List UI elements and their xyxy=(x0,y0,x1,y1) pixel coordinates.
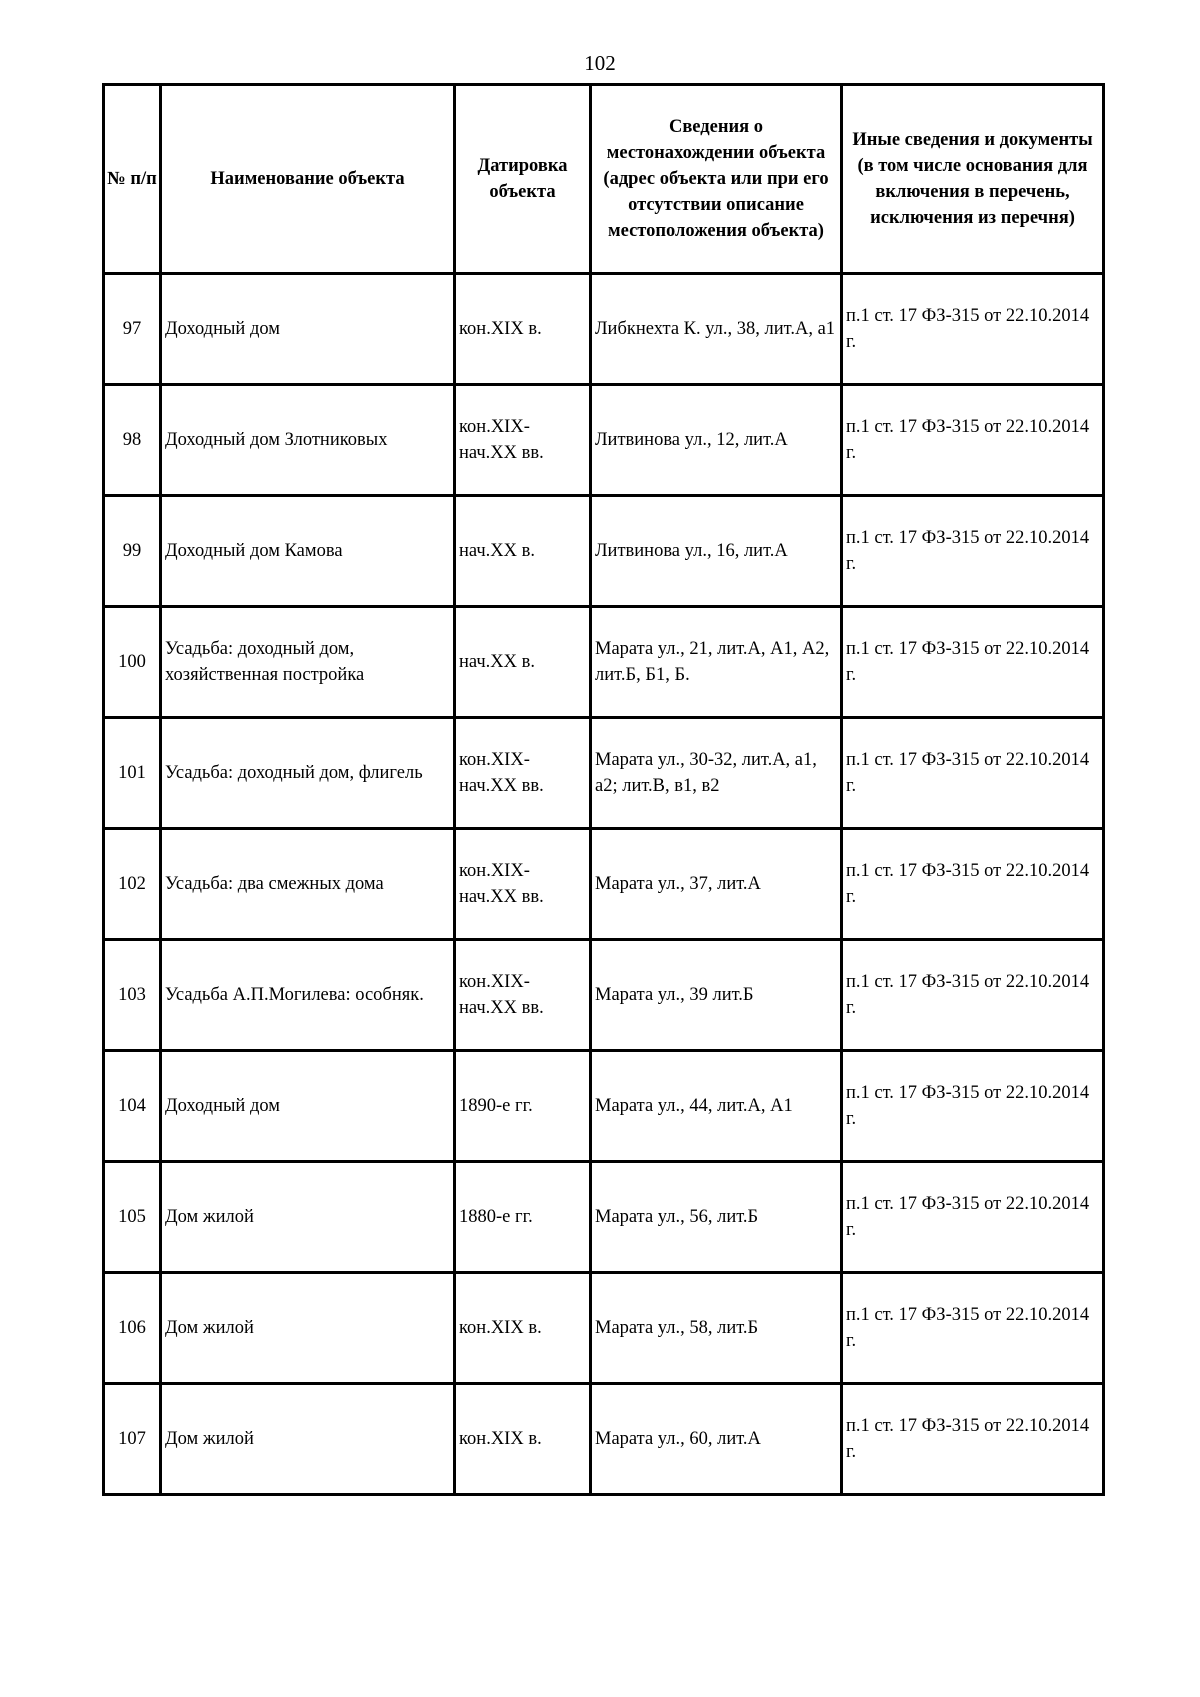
header-row xyxy=(104,85,1104,274)
cell-name: Усадьба: два смежных дома xyxy=(161,829,455,940)
cell-name: Усадьба: доходный дом, хозяйственная постройка xyxy=(161,607,455,718)
cell-address: Марата ул., 30-32, лит.А, а1, а2; лит.В, в1, в2 xyxy=(591,718,842,829)
cell-date: нач.XX в. xyxy=(455,496,591,607)
cell-address: Марата ул., 21, лит.А, А1, А2, лит.Б, Б1, Б. xyxy=(591,607,842,718)
cell-date: кон.XIX-нач.XX вв. xyxy=(455,940,591,1051)
cell-docs: п.1 ст. 17 ФЗ-315 от 22.10.2014 г. xyxy=(842,718,1104,829)
cell-num: 100 xyxy=(104,607,161,718)
cell-name: Дом жилой xyxy=(161,1273,455,1384)
cell-date: кон.XIX в. xyxy=(455,1273,591,1384)
table-row xyxy=(104,1384,1104,1495)
cell-num: 107 xyxy=(104,1384,161,1495)
cell-docs: п.1 ст. 17 ФЗ-315 от 22.10.2014 г. xyxy=(842,607,1104,718)
table-row xyxy=(104,718,1104,829)
table-header xyxy=(104,85,1104,274)
cell-name: Доходный дом xyxy=(161,274,455,385)
header-num: № п/п xyxy=(104,85,161,274)
table-body xyxy=(104,274,1104,1495)
cell-docs: п.1 ст. 17 ФЗ-315 от 22.10.2014 г. xyxy=(842,496,1104,607)
cell-name: Дом жилой xyxy=(161,1384,455,1495)
cell-num: 102 xyxy=(104,829,161,940)
cell-address: Марата ул., 44, лит.А, А1 xyxy=(591,1051,842,1162)
table-row xyxy=(104,1273,1104,1384)
cell-docs: п.1 ст. 17 ФЗ-315 от 22.10.2014 г. xyxy=(842,1273,1104,1384)
cell-name: Усадьба: доходный дом, флигель xyxy=(161,718,455,829)
table-row xyxy=(104,1162,1104,1273)
cell-address: Марата ул., 58, лит.Б xyxy=(591,1273,842,1384)
table-row xyxy=(104,496,1104,607)
header-address: Сведения о местонахождении объекта (адрес объекта или при его отсутствии описание местоположения объекта) xyxy=(591,85,842,274)
cell-num: 105 xyxy=(104,1162,161,1273)
cell-docs: п.1 ст. 17 ФЗ-315 от 22.10.2014 г. xyxy=(842,274,1104,385)
cell-name: Дом жилой xyxy=(161,1162,455,1273)
cell-date: кон.XIX в. xyxy=(455,274,591,385)
cell-docs: п.1 ст. 17 ФЗ-315 от 22.10.2014 г. xyxy=(842,1162,1104,1273)
cell-date: кон.XIX-нач.XX вв. xyxy=(455,829,591,940)
cell-date: кон.XIX в. xyxy=(455,1384,591,1495)
table-row xyxy=(104,1051,1104,1162)
cell-docs: п.1 ст. 17 ФЗ-315 от 22.10.2014 г. xyxy=(842,1051,1104,1162)
cell-address: Литвинова ул., 12, лит.А xyxy=(591,385,842,496)
cell-name: Доходный дом Камова xyxy=(161,496,455,607)
cell-address: Либкнехта К. ул., 38, лит.А, а1 xyxy=(591,274,842,385)
cell-docs: п.1 ст. 17 ФЗ-315 от 22.10.2014 г. xyxy=(842,1384,1104,1495)
header-docs: Иные сведения и документы (в том числе основания для включения в перечень, исключения из перечня) xyxy=(842,85,1104,274)
header-name: Наименование объекта xyxy=(161,85,455,274)
table-row xyxy=(104,385,1104,496)
cell-docs: п.1 ст. 17 ФЗ-315 от 22.10.2014 г. xyxy=(842,829,1104,940)
cell-num: 98 xyxy=(104,385,161,496)
table-row xyxy=(104,274,1104,385)
cell-docs: п.1 ст. 17 ФЗ-315 от 22.10.2014 г. xyxy=(842,385,1104,496)
heritage-objects-table xyxy=(102,83,1105,1496)
cell-date: 1890-е гг. xyxy=(455,1051,591,1162)
cell-name: Доходный дом Злотниковых xyxy=(161,385,455,496)
table-row xyxy=(104,829,1104,940)
cell-address: Марата ул., 56, лит.Б xyxy=(591,1162,842,1273)
cell-num: 106 xyxy=(104,1273,161,1384)
header-date: Датировка объекта xyxy=(455,85,591,274)
cell-num: 99 xyxy=(104,496,161,607)
cell-address: Литвинова ул., 16, лит.А xyxy=(591,496,842,607)
cell-name: Доходный дом xyxy=(161,1051,455,1162)
cell-num: 101 xyxy=(104,718,161,829)
cell-date: нач.XX в. xyxy=(455,607,591,718)
table-row xyxy=(104,940,1104,1051)
cell-docs: п.1 ст. 17 ФЗ-315 от 22.10.2014 г. xyxy=(842,940,1104,1051)
cell-num: 103 xyxy=(104,940,161,1051)
cell-date: 1880-е гг. xyxy=(455,1162,591,1273)
cell-num: 97 xyxy=(104,274,161,385)
table-row xyxy=(104,607,1104,718)
cell-num: 104 xyxy=(104,1051,161,1162)
cell-name: Усадьба А.П.Могилева: особняк. xyxy=(161,940,455,1051)
cell-address: Марата ул., 39 лит.Б xyxy=(591,940,842,1051)
page-number: 102 xyxy=(584,51,616,75)
cell-address: Марата ул., 37, лит.А xyxy=(591,829,842,940)
cell-date: кон.XIX-нач.XX вв. xyxy=(455,385,591,496)
cell-address: Марата ул., 60, лит.А xyxy=(591,1384,842,1495)
cell-date: кон.XIX-нач.XX вв. xyxy=(455,718,591,829)
